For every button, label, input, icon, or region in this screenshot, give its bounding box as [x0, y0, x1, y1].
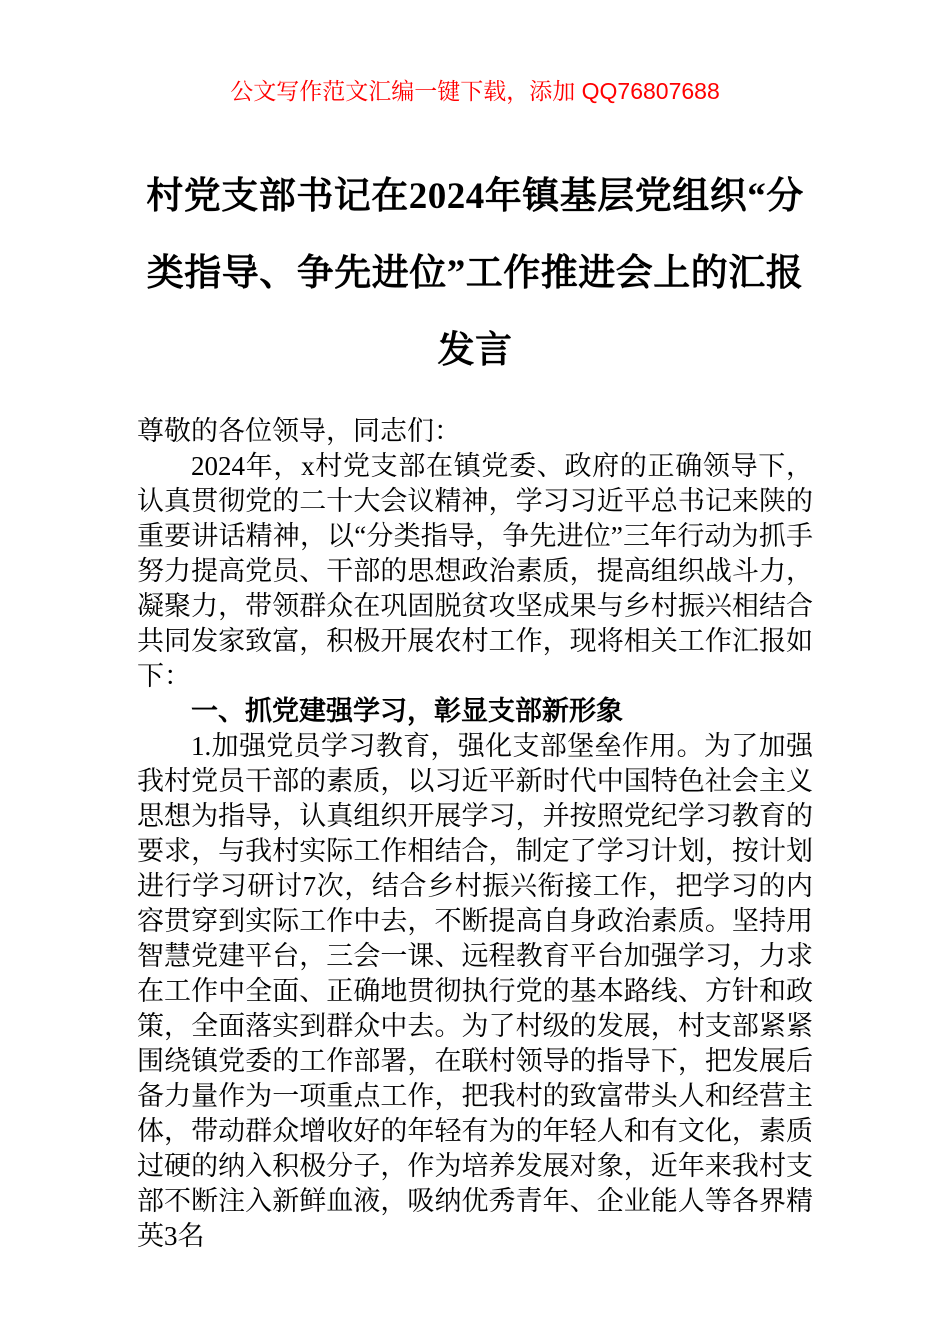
- ad-header-note: 公文写作范文汇编一键下载，添加 QQ76807688: [230, 78, 720, 104]
- salutation-line: 尊敬的各位领导，同志们：: [137, 415, 461, 446]
- section-heading-1: 一、抓党建强学习，彰显支部新形象: [191, 695, 623, 726]
- paragraph-intro: 2024年，x村党支部在镇党委、政府的正确领导下，认真贯彻党的二十大会议精神，学习习近平总书记来陕的重要讲话精神，以“分类指导，争先进位”三年行动为抓手努力提高党员、干部的思想政治素质，提高组织战斗力，凝聚力，带领群众在巩固脱贫攻坚成果与乡村振兴相结合共同发家致富，积极开展农村工作，现将相关工作汇报如下：: [137, 450, 813, 691]
- document-body: [137, 414, 813, 1254]
- paragraph-section-1-content: 1.加强党员学习教育，强化支部堡垒作用。为了加强我村党员干部的素质，以习近平新时代中国特色社会主义思想为指导，认真组织开展学习，并按照党纪学习教育的要求，与我村实际工作相结合，制定了学习计划，按计划进行学习研讨7次，结合乡村振兴衔接工作，把学习的内容贯穿到实际工作中去，不断提高自身政治素质。坚持用智慧党建平台，三会一课、远程教育平台加强学习，力求在工作中全面、正确地贯彻执行党的基本路线、方针和政策，全面落实到群众中去。为了村级的发展，村支部紧紧围绕镇党委的工作部署，在联村领导的指导下，把发展后备力量作为一项重点工作，把我村的致富带头人和经营主体，带动群众增收好的年轻有为的年轻人和有文化，素质过硬的纳入积极分子，作为培养发展对象，近年来我村支部不断注入新鲜血液，吸纳优秀青年、企业能人等各界精英3名: [137, 730, 813, 1251]
- document-title: 村党支部书记在2024年镇基层党组织“分类指导、争先进位”工作推进会上的汇报发言: [146, 176, 804, 371]
